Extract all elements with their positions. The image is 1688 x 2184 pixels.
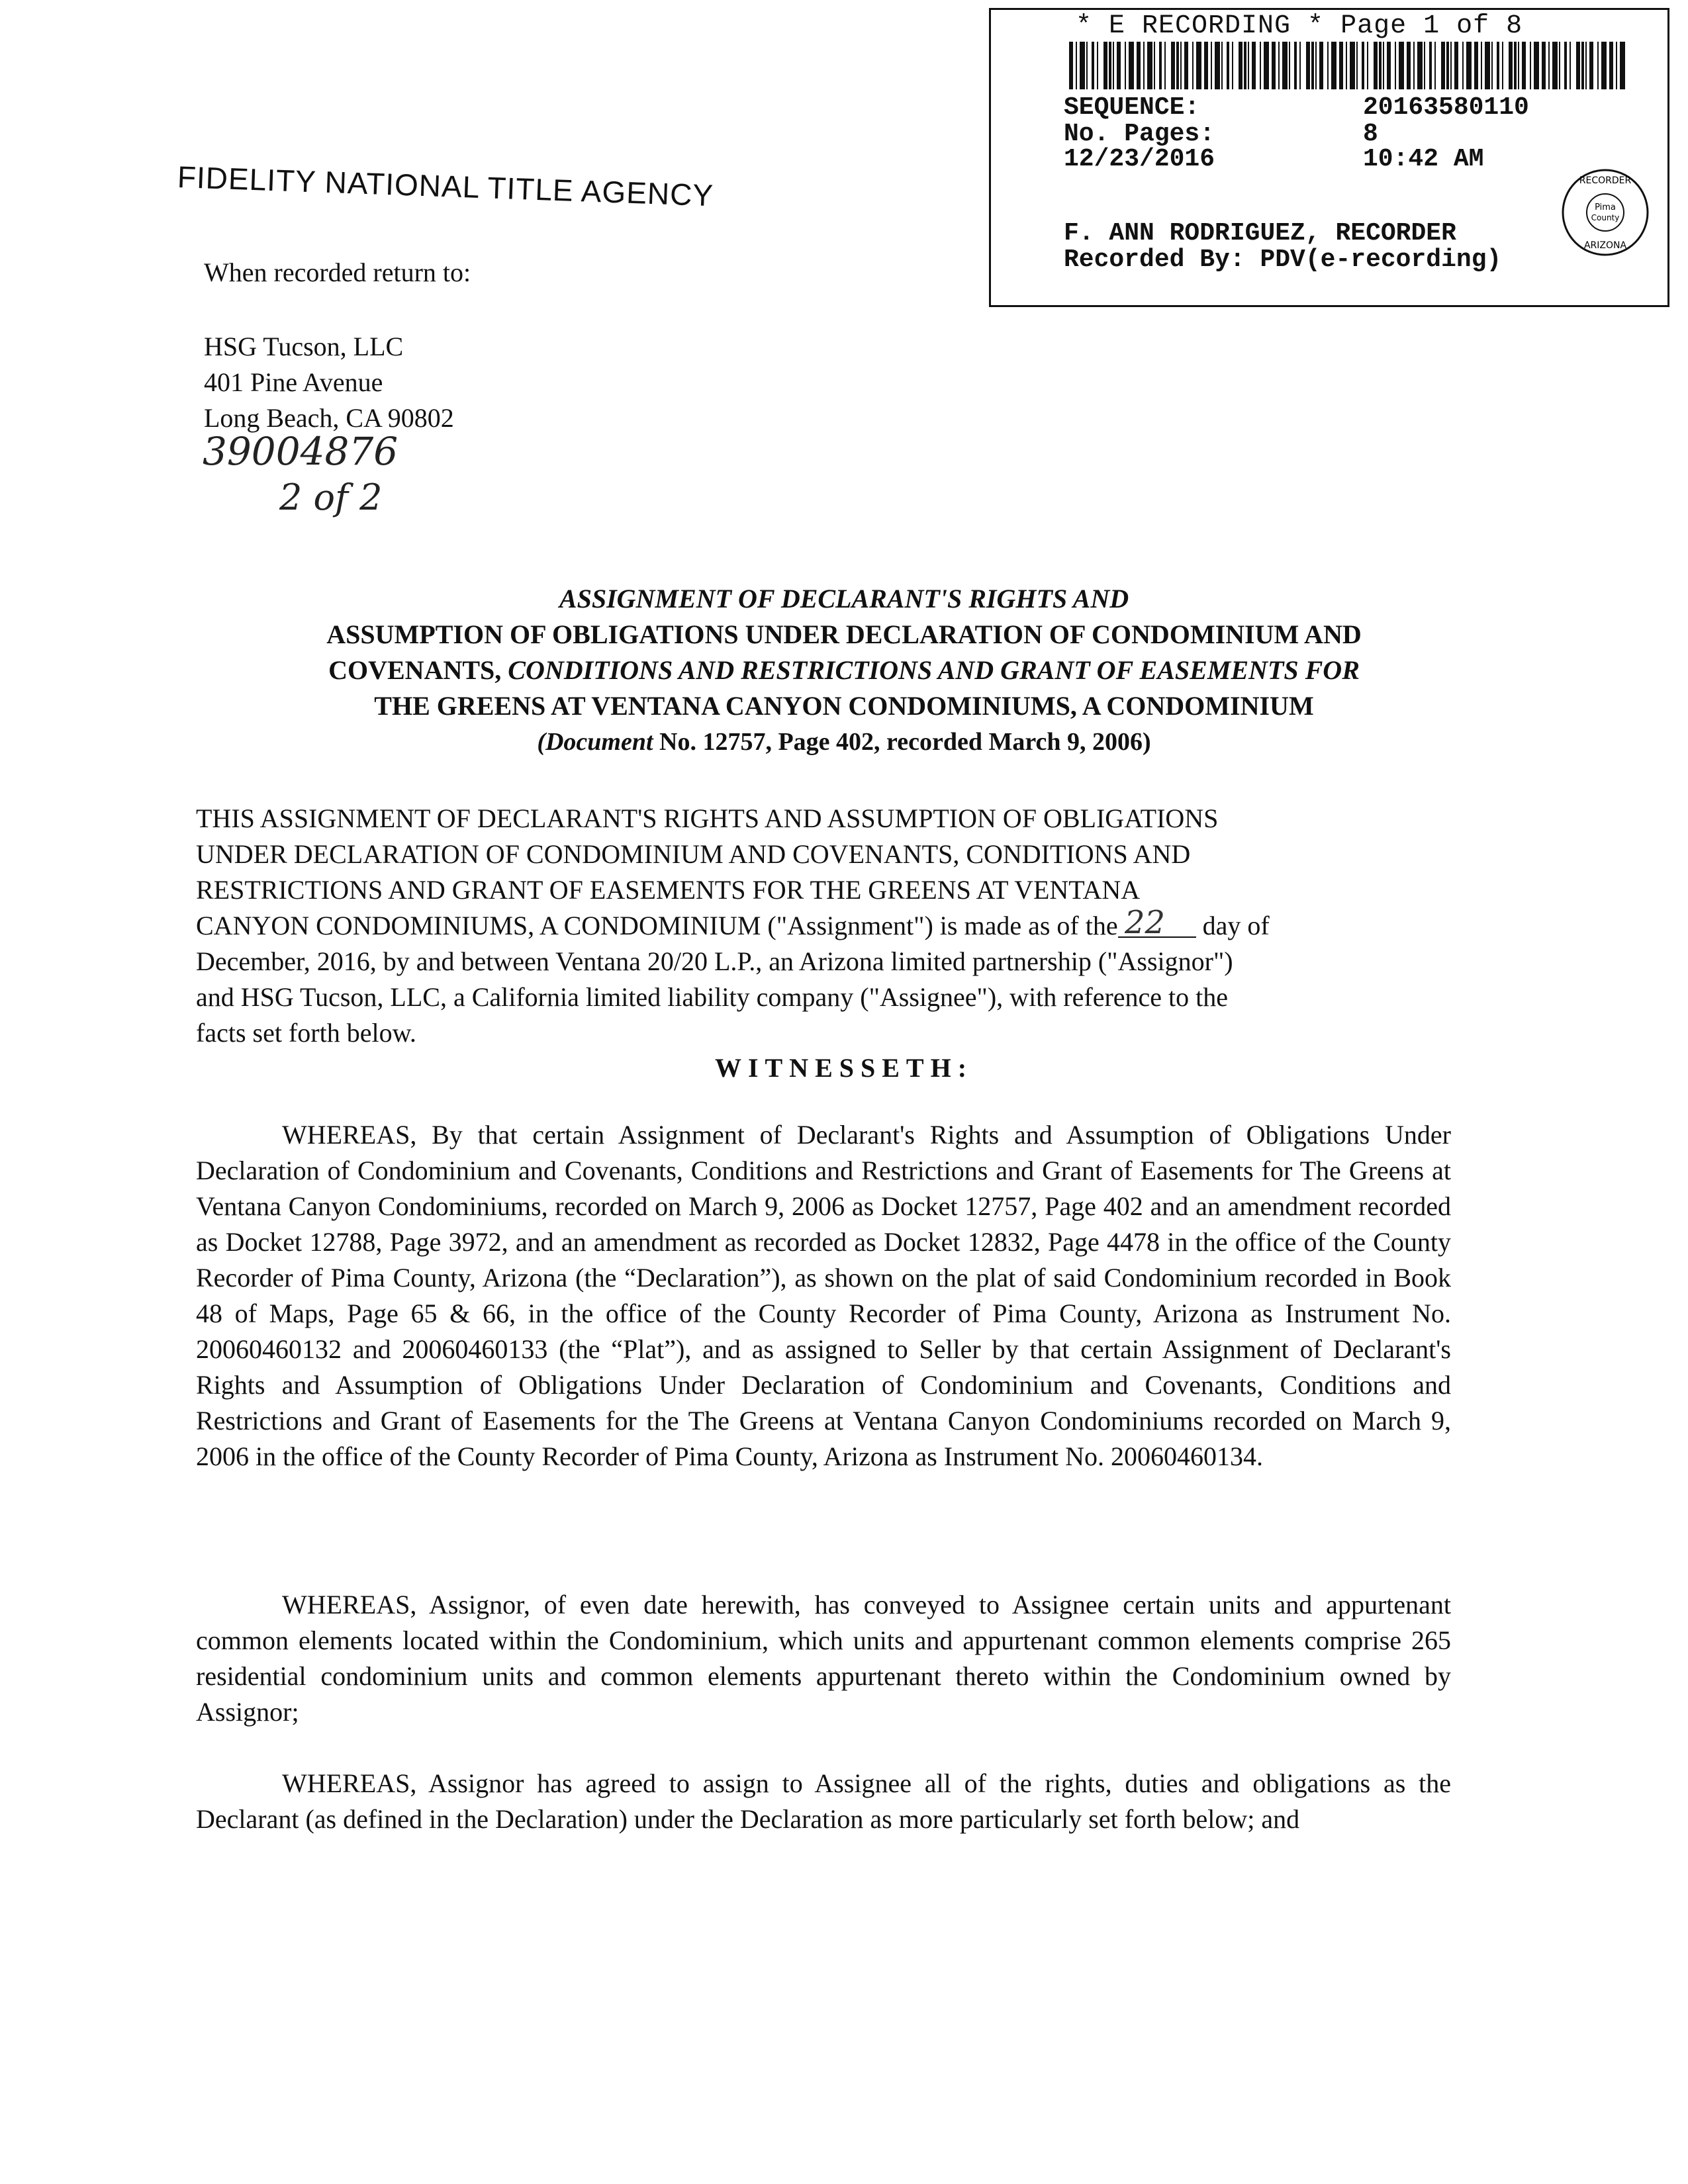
title-line-1: ASSIGNMENT OF DECLARANT'S RIGHTS AND — [559, 584, 1129, 614]
sequence-label: SEQUENCE: — [1064, 93, 1200, 122]
recording-date: 12/23/2016 — [1064, 145, 1215, 173]
intro-line-6: and HSG Tucson, LLC, a California limited liability company ("Assignee"), with reference to the — [196, 982, 1229, 1012]
recording-header: * E RECORDING * Page 1 of 8 — [1076, 11, 1523, 41]
whereas-paragraph-1: WHEREAS, By that certain Assignment of Declarant's Rights and Assumption of Obligations Under Declaration of Condominium and Covenants, Conditions and Restrictions and Grant of Easements for The Greens at Ventana Canyon Condominiums, recorded on March 9, 2006 as Docket 12757, Page 402 and an amendment recorded as Docket 12788, Page 3972, and an amendment as recorded as Docket 12832, Page 4478 in the office of the County Recorder of Pima County, Arizona (the “Declaration”), as shown on the plat of said Condominium recorded in Book 48 of Maps, Page 65 & 66, in the office of the County Recorder of Pima County, Arizona as Instrument No. 20060460132 and 20060460133 (the “Plat”), and as assigned to Seller by that certain Assignment of Declarant's Rights and Assumption of Obligations Under Declaration of Condominium and Covenants, Conditions and Restrictions and Grant of Easements for the The Greens at Ventana Canyon Condominiums recorded on March 9, 2006 in the office of the County Recorder of Pima County, Arizona as Instrument No. 20060460134. — [196, 1120, 1451, 1471]
witnesseth-heading: WITNESSETH: — [714, 1053, 974, 1083]
whereas-paragraph-3: WHEREAS, Assignor has agreed to assign to Assignee all of the rights, duties and obligations as the Declarant (as defined in the Declaration) under the Declaration as more particularly set forth below; and — [196, 1768, 1451, 1834]
recording-stamp-box — [989, 8, 1669, 307]
title-line-2: ASSUMPTION OF OBLIGATIONS UNDER DECLARATION OF CONDOMINIUM AND — [326, 619, 1362, 649]
return-city: Long Beach, CA 90802 — [204, 403, 454, 433]
intro-line-3: RESTRICTIONS AND GRANT OF EASEMENTS FOR THE GREENS AT VENTANA — [196, 875, 1141, 905]
document-title — [93, 581, 1595, 760]
sequence-value: 20163580110 — [1363, 93, 1529, 122]
recorder-name: F. ANN RODRIGUEZ, RECORDER — [1064, 219, 1456, 248]
return-name: HSG Tucson, LLC — [204, 332, 404, 361]
intro-line-1: THIS ASSIGNMENT OF DECLARANT'S RIGHTS AND ASSUMPTION OF OBLIGATIONS — [196, 803, 1219, 833]
title-agency-stamp: FIDELITY NATIONAL TITLE AGENCY — [177, 159, 714, 213]
recorded-by: Recorded By: PDV(e-recording) — [1064, 246, 1502, 274]
pages-value: 8 — [1363, 120, 1378, 148]
pages-label: No. Pages: — [1064, 120, 1215, 148]
svg-text:ARIZONA: ARIZONA — [1583, 240, 1627, 251]
barcode — [1069, 42, 1625, 89]
svg-text:County: County — [1591, 213, 1620, 222]
intro-line-4b: day of — [1196, 911, 1270, 940]
county-recorder-seal-icon — [1559, 166, 1652, 259]
return-to-label: When recorded return to: — [204, 257, 471, 287]
title-line-4: THE GREENS AT VENTANA CANYON CONDOMINIUMS, A CONDOMINIUM — [374, 691, 1314, 721]
svg-text:22: 22 — [1124, 907, 1165, 941]
docref-prefix: (Document — [537, 728, 660, 756]
whereas-paragraph-2: WHEREAS, Assignor, of even date herewith, has conveyed to Assignee certain units and appurtenant common elements located within the Condominium, which units and appurtenant common elements comprise 265 residential condominium units and common elements appurtenant thereto within the Condominium owned by Assignor; — [196, 1590, 1451, 1727]
svg-text:RECORDER: RECORDER — [1579, 175, 1632, 186]
intro-line-4 — [196, 908, 1454, 944]
title-line-3a: COVENANTS, — [328, 655, 508, 685]
intro-paragraph — [196, 801, 1454, 1051]
svg-text:Pima: Pima — [1595, 203, 1616, 212]
intro-line-2: UNDER DECLARATION OF CONDOMINIUM AND COVENANTS, CONDITIONS AND — [196, 839, 1191, 869]
recording-time: 10:42 AM — [1363, 145, 1484, 173]
title-line-3 — [93, 653, 1595, 688]
handwritten-file-number — [200, 424, 399, 523]
svg-text:39004876: 39004876 — [203, 429, 399, 474]
document-reference — [93, 724, 1595, 760]
return-street: 401 Pine Avenue — [204, 367, 383, 397]
intro-line-4a: CANYON CONDOMINIUMS, A CONDOMINIUM ("Assignment") is made as of the — [196, 911, 1118, 940]
title-line-3b: CONDITIONS AND RESTRICTIONS AND GRANT OF EASEMENTS FOR — [508, 655, 1360, 685]
svg-text:2 of 2: 2 of 2 — [279, 477, 383, 518]
docref-details: No. 12757, Page 402, recorded March 9, 2006) — [659, 728, 1151, 756]
intro-line-5: December, 2016, by and between Ventana 20/20 L.P., an Arizona limited partnership ("Assignor") — [196, 946, 1233, 976]
handwritten-day-field — [1118, 907, 1196, 941]
intro-line-7: facts set forth below. — [196, 1018, 416, 1048]
